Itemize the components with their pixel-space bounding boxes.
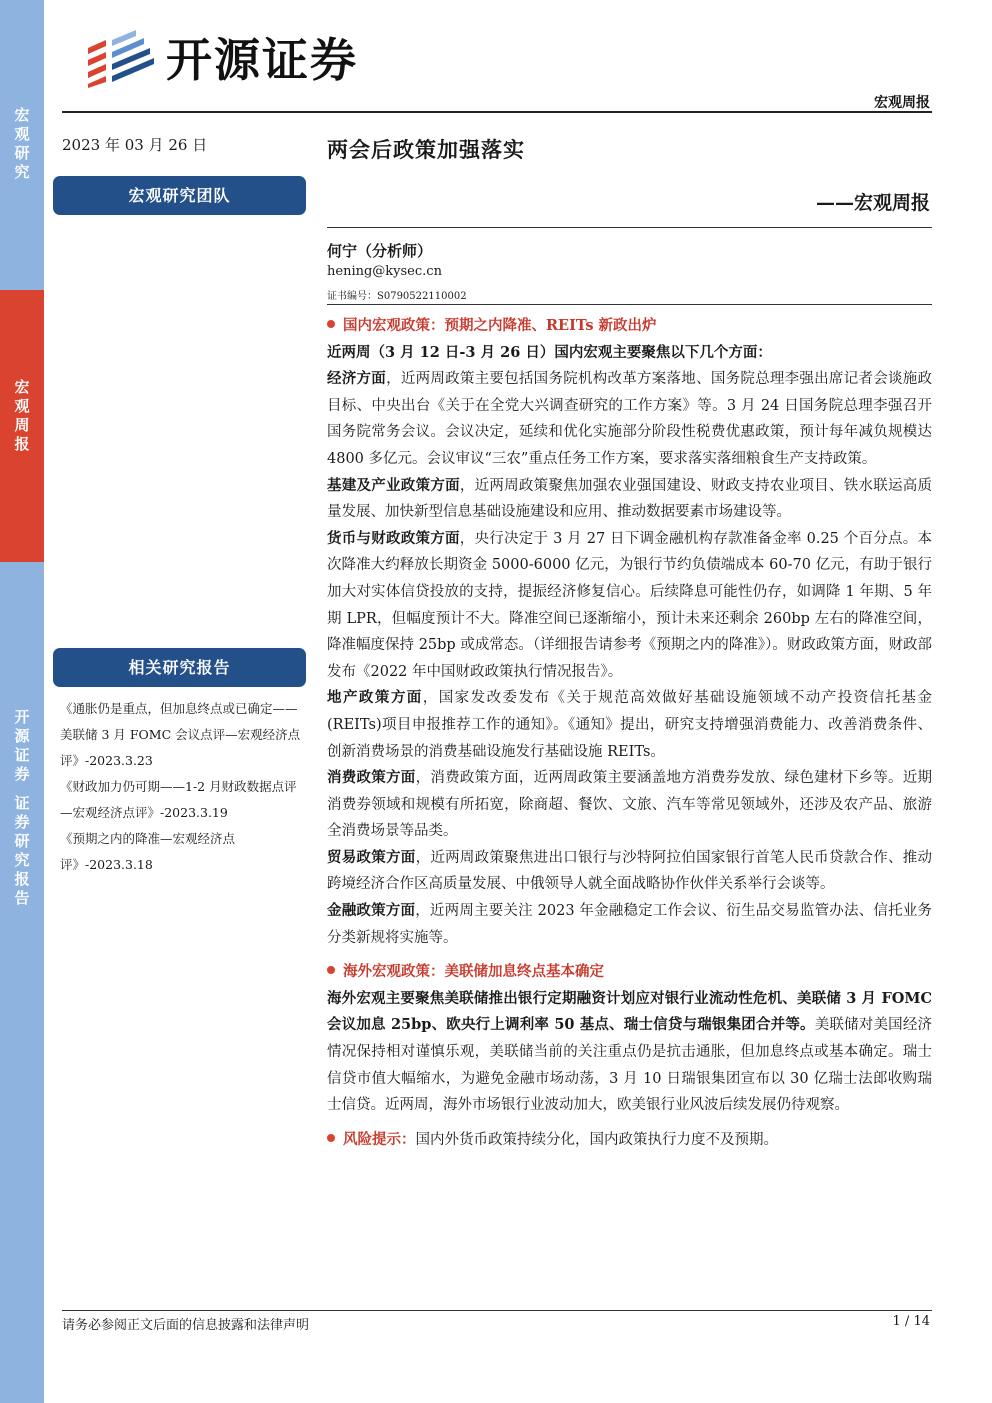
related-reports-header: 相关研究报告 [53, 648, 306, 687]
related-report-item[interactable]: 《财政加力仍可期——1-2 月财政数据点评—宏观经济点评》-2023.3.19 [60, 779, 297, 820]
side-label-macro-research: 宏 观 研 究 [14, 106, 30, 181]
brand-name: 开源证券 [166, 33, 358, 87]
risk-warning: 风险提示：国内外货币政策持续分化，国内政策执行力度不及预期。 [327, 1127, 932, 1154]
paragraph-economy: 经济方面，近两周政策主要包括国务院机构改革方案落地、国务院总理李强出席记者会谈施政目标、中央出台《关于在全党大兴调查研究的工作方案》等。3 月 24 日国务院总理李强召开国务院常务会议。会议决定，延续和优化实施部分阶段性税费优惠政策，预计每年减负规模达 4800 多亿元。会议审议“三农”重点任务工作方案，要求落实落细粮食生产支持政策。 [327, 370, 933, 467]
paragraph-trade: 贸易政策方面，近两周政策聚焦进出口银行与沙特阿拉伯国家银行首笔人民币贷款合作、推动跨境经济合作区高质量发展、中俄领导人就全面战略协作伙伴关系举行会谈等。 [327, 848, 932, 893]
related-report-item[interactable]: 《预期之内的降准—宏观经济点评》-2023.3.18 [60, 831, 236, 872]
paragraph-infrastructure: 基建及产业政策方面，近两周政策聚焦加强农业强国建设、财政支持农业项目、铁水联运高质量发展、加快新型信息基础设施建设和应用、推动数据要素市场建设等。 [327, 476, 933, 521]
report-subtitle: ——宏观周报 [815, 192, 930, 214]
section-heading-overseas: 海外宏观政策：美联储加息终点基本确定 [327, 959, 932, 986]
analyst-name: 何宁（分析师） [327, 242, 433, 260]
analyst-cert-number: 证书编号：S0790522110002 [327, 291, 467, 302]
bullet-icon [327, 320, 335, 328]
side-label-brand-report: 开 源 证 券 证 券 研 究 报 告 [14, 708, 30, 907]
paragraph-monetary-fiscal: 货币与财政政策方面，央行决定于 3 月 27 日下调金融机构存款准备金率 0.25 个百分点。本次降准大约释放长期资金 5000-6000 亿元，为银行节约负债端成本 60-70 亿元，有助于银行加大对实体信贷投放的支持，提振经济修复信心。后续降息可能性仍存，如调降 1 年期、5 年期 LPR，但幅度预计不大。降准空间已逐渐缩小，预计未来还剩余 260bp 左右的降准空间，降准幅度保持 25bp 或成常态。（详细报告请参考《预期之内的降准》）。财政政策方面，财政部发布《2022 年中国财政政策执行情况报告》。 [327, 529, 933, 680]
paragraph-overseas: 海外宏观主要聚焦美联储推出银行定期融资计划应对银行业流动性危机、美联储 3 月 FOMC 会议加息 25bp、欧央行上调利率 50 基点、瑞士信贷与瑞银集团合并等。美联储对美国经济情况保持相对谨慎乐观，美联储当前的关注重点仍是抗击通胀，但加息终点或基本确定。瑞士信贷市值大幅缩水，为避免金融市场动荡，3 月 10 日瑞银集团宣布以 30 亿瑞士法郎收购瑞士信贷。近两周，海外市场银行业波动加大，欧美银行业风波后续发展仍待观察。 [327, 989, 932, 1114]
footer-divider [62, 1310, 932, 1311]
side-color-strip [0, 0, 44, 1403]
paragraph-real-estate: 地产政策方面，国家发改委发布《关于规范高效做好基础设施领域不动产投资信托基金(REITs)项目申报推荐工作的通知》。《通知》提出，研究支持增强消费能力、改善消费条件、创新消费场景的消费基础设施发行基础设施 REITs。 [327, 689, 933, 760]
bullet-icon [327, 1134, 335, 1142]
analyst-email[interactable]: hening@kysec.cn [327, 264, 442, 279]
header-divider [62, 111, 932, 113]
report-title: 两会后政策加强落实 [327, 137, 525, 162]
brand-logo-icon [84, 30, 156, 88]
related-reports-list [60, 696, 308, 878]
section-heading-domestic: 国内宏观政策：预期之内降准、REITs 新政出炉 [327, 313, 932, 340]
related-report-item[interactable]: 《通胀仍是重点，但加息终点或已确定——美联储 3 月 FOMC 会议点评—宏观经济点评》-2023.3.23 [60, 701, 301, 768]
report-date: 2023 年 03 月 26 日 [62, 136, 208, 154]
bullet-icon [327, 966, 335, 974]
section-intro: 近两周（3 月 12 日-3 月 26 日）国内宏观主要聚焦以下几个方面： [327, 343, 772, 361]
side-label-macro-weekly: 宏 观 周 报 [14, 378, 30, 453]
report-body [327, 313, 932, 1153]
page-number: 1 / 14 [892, 1314, 930, 1329]
analyst-divider-bottom [327, 304, 932, 305]
paragraph-finance: 金融政策方面，近两周主要关注 2023 年金融稳定工作会议、衍生品交易监管办法、信托业务分类新规将实施等。 [327, 902, 932, 946]
report-type-tag: 宏观周报 [874, 95, 930, 111]
team-section-header: 宏观研究团队 [53, 176, 306, 215]
analyst-divider-top [327, 227, 932, 228]
paragraph-consumption: 消费政策方面，消费政策方面，近两周政策主要涵盖地方消费券发放、绿色建材下乡等。近期消费券领域和规模有所拓宽，除商超、餐饮、文旅、汽车等常见领域外，还涉及农产品、旅游全消费场景等品类。 [327, 769, 932, 840]
footer-disclaimer: 请务必参阅正文后面的信息披露和法律声明 [62, 1318, 310, 1333]
